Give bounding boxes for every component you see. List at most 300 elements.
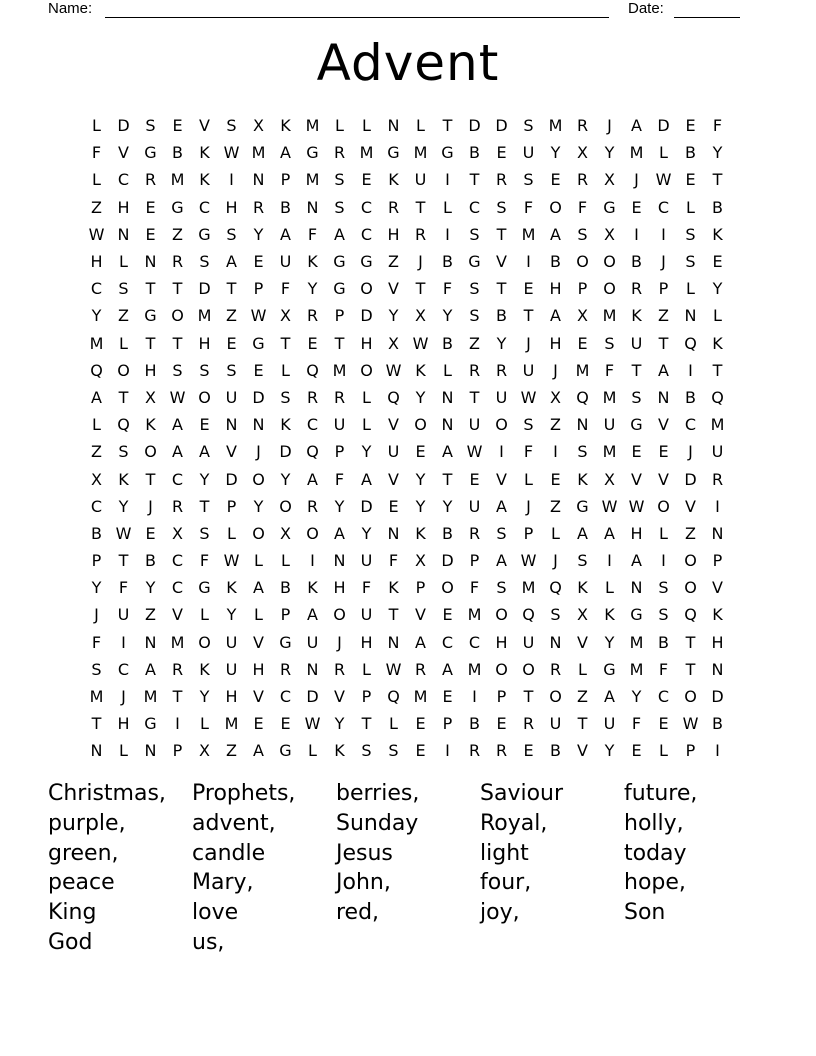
grid-letter: P (280, 170, 291, 190)
grid-letter: S (577, 442, 588, 462)
grid-letter: S (577, 224, 588, 244)
grid-letter: Y (388, 306, 399, 326)
grid-letter: J (148, 496, 153, 516)
grid-letter: X (199, 741, 210, 761)
grid-letter: U (225, 387, 238, 407)
grid-row (83, 438, 731, 465)
grid-letter: D (495, 116, 508, 136)
grid-letter: T (469, 387, 480, 407)
grid-letter: U (495, 387, 508, 407)
grid-letter: P (577, 279, 588, 299)
grid-letter: F (334, 469, 345, 489)
grid-letter: O (360, 279, 373, 299)
grid-letter: N (144, 632, 157, 652)
grid-letter: S (469, 224, 480, 244)
grid-letter: M (143, 687, 158, 707)
grid-letter: G (360, 252, 373, 272)
grid-letter: U (279, 252, 292, 272)
grid-letter: A (550, 224, 561, 244)
grid-letter: K (388, 578, 399, 598)
grid-letter: Z (658, 306, 669, 326)
letter-grid (83, 112, 731, 765)
grid-letter: I (526, 252, 531, 272)
grid-row (83, 411, 731, 438)
grid-letter: H (117, 197, 130, 217)
grid-letter: L (443, 360, 452, 380)
grid-letter: M (224, 714, 239, 734)
grid-letter: N (144, 252, 157, 272)
grid-letter: A (280, 143, 291, 163)
grid-letter: F (631, 714, 642, 734)
grid-letter: K (199, 659, 210, 679)
word-bank-item: Son (624, 900, 666, 926)
grid-letter: F (523, 442, 534, 462)
grid-letter: K (280, 116, 291, 136)
grid-letter: F (442, 279, 453, 299)
grid-letter: X (280, 523, 291, 543)
grid-letter: J (418, 252, 423, 272)
grid-letter: P (712, 551, 723, 571)
word-bank-item: four, (480, 870, 532, 896)
grid-letter: R (549, 659, 562, 679)
grid-letter: L (119, 333, 128, 353)
grid-letter: G (171, 197, 184, 217)
grid-letter: E (523, 741, 534, 761)
grid-letter: G (603, 197, 616, 217)
grid-letter: B (469, 143, 480, 163)
grid-row (83, 710, 731, 737)
grid-letter: V (658, 469, 669, 489)
grid-letter: G (144, 143, 157, 163)
grid-letter: C (657, 197, 670, 217)
grid-letter: O (522, 659, 535, 679)
grid-letter: E (145, 523, 156, 543)
grid-letter: J (553, 360, 558, 380)
grid-letter: M (251, 143, 266, 163)
grid-letter: C (198, 197, 211, 217)
grid-row (83, 139, 731, 166)
grid-letter: S (91, 659, 102, 679)
grid-letter: H (333, 578, 346, 598)
grid-letter: A (334, 224, 345, 244)
grid-letter: M (89, 687, 104, 707)
grid-letter: N (576, 415, 589, 435)
grid-letter: R (333, 143, 346, 163)
grid-letter: X (604, 224, 615, 244)
grid-letter: D (198, 279, 211, 299)
grid-letter: N (711, 523, 724, 543)
grid-letter: V (172, 605, 183, 625)
grid-letter: B (442, 333, 453, 353)
grid-letter: R (711, 469, 724, 489)
grid-letter: I (175, 714, 180, 734)
grid-letter: T (442, 116, 453, 136)
grid-letter: I (121, 632, 126, 652)
grid-letter: B (685, 143, 696, 163)
grid-letter: Q (117, 415, 130, 435)
grid-letter: R (144, 170, 157, 190)
grid-letter: T (415, 279, 426, 299)
grid-letter: T (658, 333, 669, 353)
grid-letter: V (685, 496, 696, 516)
grid-letter: M (170, 170, 185, 190)
grid-letter: Y (604, 143, 615, 163)
word-bank-item: Royal, (480, 810, 548, 836)
grid-letter: Q (387, 387, 400, 407)
grid-letter: U (306, 632, 319, 652)
grid-letter: O (144, 442, 157, 462)
grid-letter: U (603, 714, 616, 734)
grid-letter: G (333, 279, 346, 299)
grid-letter: E (415, 714, 426, 734)
grid-letter: E (550, 170, 561, 190)
grid-letter: K (577, 469, 588, 489)
grid-letter: G (387, 143, 400, 163)
grid-letter: M (629, 659, 644, 679)
grid-letter: M (548, 116, 563, 136)
grid-letter: C (279, 687, 292, 707)
grid-letter: Y (415, 469, 426, 489)
grid-letter: A (280, 224, 291, 244)
grid-letter: F (577, 197, 588, 217)
grid-letter: U (360, 605, 373, 625)
grid-letter: L (227, 523, 236, 543)
grid-row (83, 629, 731, 656)
grid-letter: N (144, 741, 157, 761)
grid-letter: L (308, 741, 317, 761)
grid-letter: O (333, 605, 346, 625)
grid-letter: F (118, 578, 129, 598)
grid-letter: F (361, 578, 372, 598)
grid-letter: A (199, 442, 210, 462)
word-bank-item: peace (48, 870, 115, 896)
grid-letter: X (550, 387, 561, 407)
grid-letter: F (604, 360, 615, 380)
grid-letter: T (199, 496, 210, 516)
grid-letter: R (306, 387, 319, 407)
grid-letter: Y (199, 469, 210, 489)
grid-letter: L (335, 116, 344, 136)
grid-letter: O (657, 496, 670, 516)
grid-letter: R (630, 279, 643, 299)
grid-letter: F (280, 279, 291, 299)
grid-letter: C (90, 279, 103, 299)
grid-letter: T (523, 306, 534, 326)
grid-letter: Y (253, 496, 264, 516)
grid-letter: I (499, 442, 504, 462)
grid-letter: M (413, 143, 428, 163)
grid-letter: K (604, 605, 615, 625)
grid-letter: R (279, 659, 292, 679)
grid-letter: T (712, 360, 723, 380)
grid-letter: U (468, 496, 481, 516)
date-blank-line (674, 17, 740, 18)
grid-letter: E (388, 496, 399, 516)
grid-letter: P (91, 551, 102, 571)
grid-letter: W (385, 360, 402, 380)
grid-letter: Z (226, 306, 237, 326)
grid-letter: F (91, 632, 102, 652)
grid-letter: L (362, 116, 371, 136)
grid-letter: S (226, 116, 237, 136)
grid-letter: W (466, 442, 483, 462)
grid-letter: H (630, 523, 643, 543)
grid-letter: V (253, 687, 264, 707)
grid-letter: G (630, 605, 643, 625)
grid-letter: R (387, 197, 400, 217)
grid-letter: T (172, 687, 183, 707)
grid-letter: G (576, 496, 589, 516)
grid-row (83, 112, 731, 139)
grid-letter: Q (684, 333, 697, 353)
grid-letter: Y (712, 279, 723, 299)
grid-letter: G (630, 415, 643, 435)
grid-letter: Q (684, 605, 697, 625)
grid-letter: U (225, 659, 238, 679)
grid-letter: A (145, 659, 156, 679)
grid-letter: O (495, 415, 508, 435)
grid-letter: Z (469, 333, 480, 353)
grid-letter: T (631, 360, 642, 380)
grid-letter: R (171, 659, 184, 679)
grid-letter: A (226, 252, 237, 272)
grid-letter: T (469, 170, 480, 190)
grid-letter: G (603, 659, 616, 679)
grid-letter: P (334, 442, 345, 462)
grid-letter: A (550, 306, 561, 326)
grid-letter: N (333, 551, 346, 571)
grid-letter: Y (334, 714, 345, 734)
grid-letter: M (521, 224, 536, 244)
word-bank-item: hope, (624, 870, 686, 896)
grid-letter: M (629, 632, 644, 652)
grid-letter: H (252, 659, 265, 679)
grid-letter: P (334, 306, 345, 326)
grid-letter: E (631, 197, 642, 217)
grid-letter: P (361, 687, 372, 707)
grid-letter: H (225, 687, 238, 707)
grid-letter: I (445, 224, 450, 244)
grid-letter: J (661, 252, 666, 272)
word-bank-item: joy, (480, 900, 520, 926)
grid-letter: B (172, 143, 183, 163)
grid-letter: C (360, 224, 373, 244)
grid-letter: I (445, 741, 450, 761)
grid-letter: S (469, 306, 480, 326)
grid-letter: U (630, 333, 643, 353)
grid-letter: E (361, 170, 372, 190)
page-title: Advent (316, 34, 500, 92)
grid-letter: B (550, 252, 561, 272)
grid-letter: T (172, 279, 183, 299)
grid-letter: C (468, 632, 481, 652)
grid-letter: I (661, 551, 666, 571)
grid-letter: Y (118, 496, 129, 516)
grid-letter: L (524, 469, 533, 489)
grid-letter: Q (549, 578, 562, 598)
grid-letter: O (549, 197, 562, 217)
grid-letter: D (279, 442, 292, 462)
grid-letter: L (362, 387, 371, 407)
grid-row (83, 574, 731, 601)
grid-letter: M (305, 170, 320, 190)
grid-letter: L (659, 741, 668, 761)
grid-letter: O (495, 605, 508, 625)
word-bank-column (48, 779, 192, 958)
grid-letter: T (118, 551, 129, 571)
grid-letter: N (306, 659, 319, 679)
grid-letter: S (145, 116, 156, 136)
grid-letter: N (630, 578, 643, 598)
grid-letter: K (145, 415, 156, 435)
grid-letter: X (415, 306, 426, 326)
grid-letter: L (92, 116, 101, 136)
grid-letter: D (252, 387, 265, 407)
grid-letter: G (279, 632, 292, 652)
grid-row (83, 737, 731, 764)
grid-letter: B (280, 197, 291, 217)
grid-letter: U (522, 143, 535, 163)
grid-letter: A (658, 360, 669, 380)
grid-letter: E (145, 197, 156, 217)
grid-letter: R (414, 224, 427, 244)
grid-letter: B (91, 523, 102, 543)
grid-row (83, 302, 731, 329)
grid-letter: M (710, 415, 725, 435)
grid-letter: V (496, 252, 507, 272)
grid-letter: F (658, 659, 669, 679)
grid-letter: Y (361, 442, 372, 462)
grid-letter: V (226, 442, 237, 462)
grid-letter: E (469, 469, 480, 489)
grid-row (83, 248, 731, 275)
grid-letter: T (91, 714, 102, 734)
grid-letter: W (223, 551, 240, 571)
grid-letter: V (577, 632, 588, 652)
grid-letter: A (496, 551, 507, 571)
grid-letter: H (360, 632, 373, 652)
grid-letter: S (496, 523, 507, 543)
grid-letter: I (472, 687, 477, 707)
word-bank-item: Saviour (480, 781, 564, 806)
grid-letter: C (117, 170, 130, 190)
word-bank-item: today (624, 840, 687, 866)
grid-letter: O (495, 659, 508, 679)
grid-letter: K (280, 415, 291, 435)
grid-letter: W (520, 387, 537, 407)
grid-letter: B (658, 632, 669, 652)
grid-letter: M (602, 306, 617, 326)
grid-letter: R (333, 659, 346, 679)
grid-letter: I (634, 224, 639, 244)
grid-letter: E (496, 714, 507, 734)
grid-letter: V (658, 415, 669, 435)
grid-letter: V (388, 469, 399, 489)
grid-letter: M (602, 387, 617, 407)
grid-letter: J (526, 333, 531, 353)
grid-letter: K (415, 360, 426, 380)
grid-letter: R (333, 387, 346, 407)
grid-row (83, 166, 731, 193)
grid-letter: D (225, 469, 238, 489)
grid-letter: S (199, 252, 210, 272)
grid-letter: E (550, 469, 561, 489)
grid-letter: G (144, 714, 157, 734)
grid-letter: Y (145, 578, 156, 598)
grid-letter: A (334, 523, 345, 543)
grid-letter: W (115, 523, 132, 543)
grid-letter: I (553, 442, 558, 462)
grid-letter: R (468, 741, 481, 761)
word-bank-item: Sunday (336, 810, 419, 836)
grid-letter: M (629, 143, 644, 163)
grid-letter: C (90, 496, 103, 516)
grid-letter: L (254, 551, 263, 571)
grid-letter: P (415, 578, 426, 598)
grid-letter: Y (631, 687, 642, 707)
grid-letter: Y (496, 333, 507, 353)
grid-letter: P (253, 279, 264, 299)
grid-letter: E (253, 714, 264, 734)
grid-letter: A (604, 687, 615, 707)
grid-letter: C (468, 197, 481, 217)
grid-letter: L (200, 714, 209, 734)
grid-letter: S (226, 224, 237, 244)
grid-letter: T (685, 659, 696, 679)
grid-letter: P (523, 523, 534, 543)
grid-letter: U (468, 415, 481, 435)
grid-letter: V (631, 469, 642, 489)
grid-letter: A (307, 469, 318, 489)
grid-letter: R (495, 741, 508, 761)
grid-row (83, 465, 731, 492)
grid-letter: L (362, 659, 371, 679)
grid-letter: M (575, 360, 590, 380)
word-bank-item: green, (48, 840, 119, 866)
grid-letter: G (252, 333, 265, 353)
grid-letter: O (279, 496, 292, 516)
grid-letter: H (198, 333, 211, 353)
grid-letter: W (385, 659, 402, 679)
word-bank-column (192, 779, 336, 958)
grid-letter: D (684, 469, 697, 489)
grid-letter: O (306, 523, 319, 543)
grid-letter: E (442, 687, 453, 707)
grid-letter: P (496, 687, 507, 707)
grid-letter: G (306, 143, 319, 163)
grid-letter: T (361, 714, 372, 734)
grid-letter: R (576, 116, 589, 136)
word-bank-item: berries, (336, 781, 420, 806)
grid-letter: C (684, 415, 697, 435)
grid-letter: E (199, 415, 210, 435)
grid-letter: K (631, 306, 642, 326)
grid-letter: S (685, 224, 696, 244)
grid-letter: D (711, 687, 724, 707)
grid-letter: T (415, 197, 426, 217)
header-line (48, 0, 748, 20)
grid-letter: J (526, 496, 531, 516)
grid-row (83, 656, 731, 683)
grid-letter: C (171, 551, 184, 571)
grid-letter: B (145, 551, 156, 571)
word-bank-item: advent, (192, 810, 276, 836)
grid-row (83, 221, 731, 248)
grid-letter: N (252, 415, 265, 435)
grid-letter: T (145, 333, 156, 353)
grid-letter: T (280, 333, 291, 353)
grid-letter: Z (118, 306, 129, 326)
